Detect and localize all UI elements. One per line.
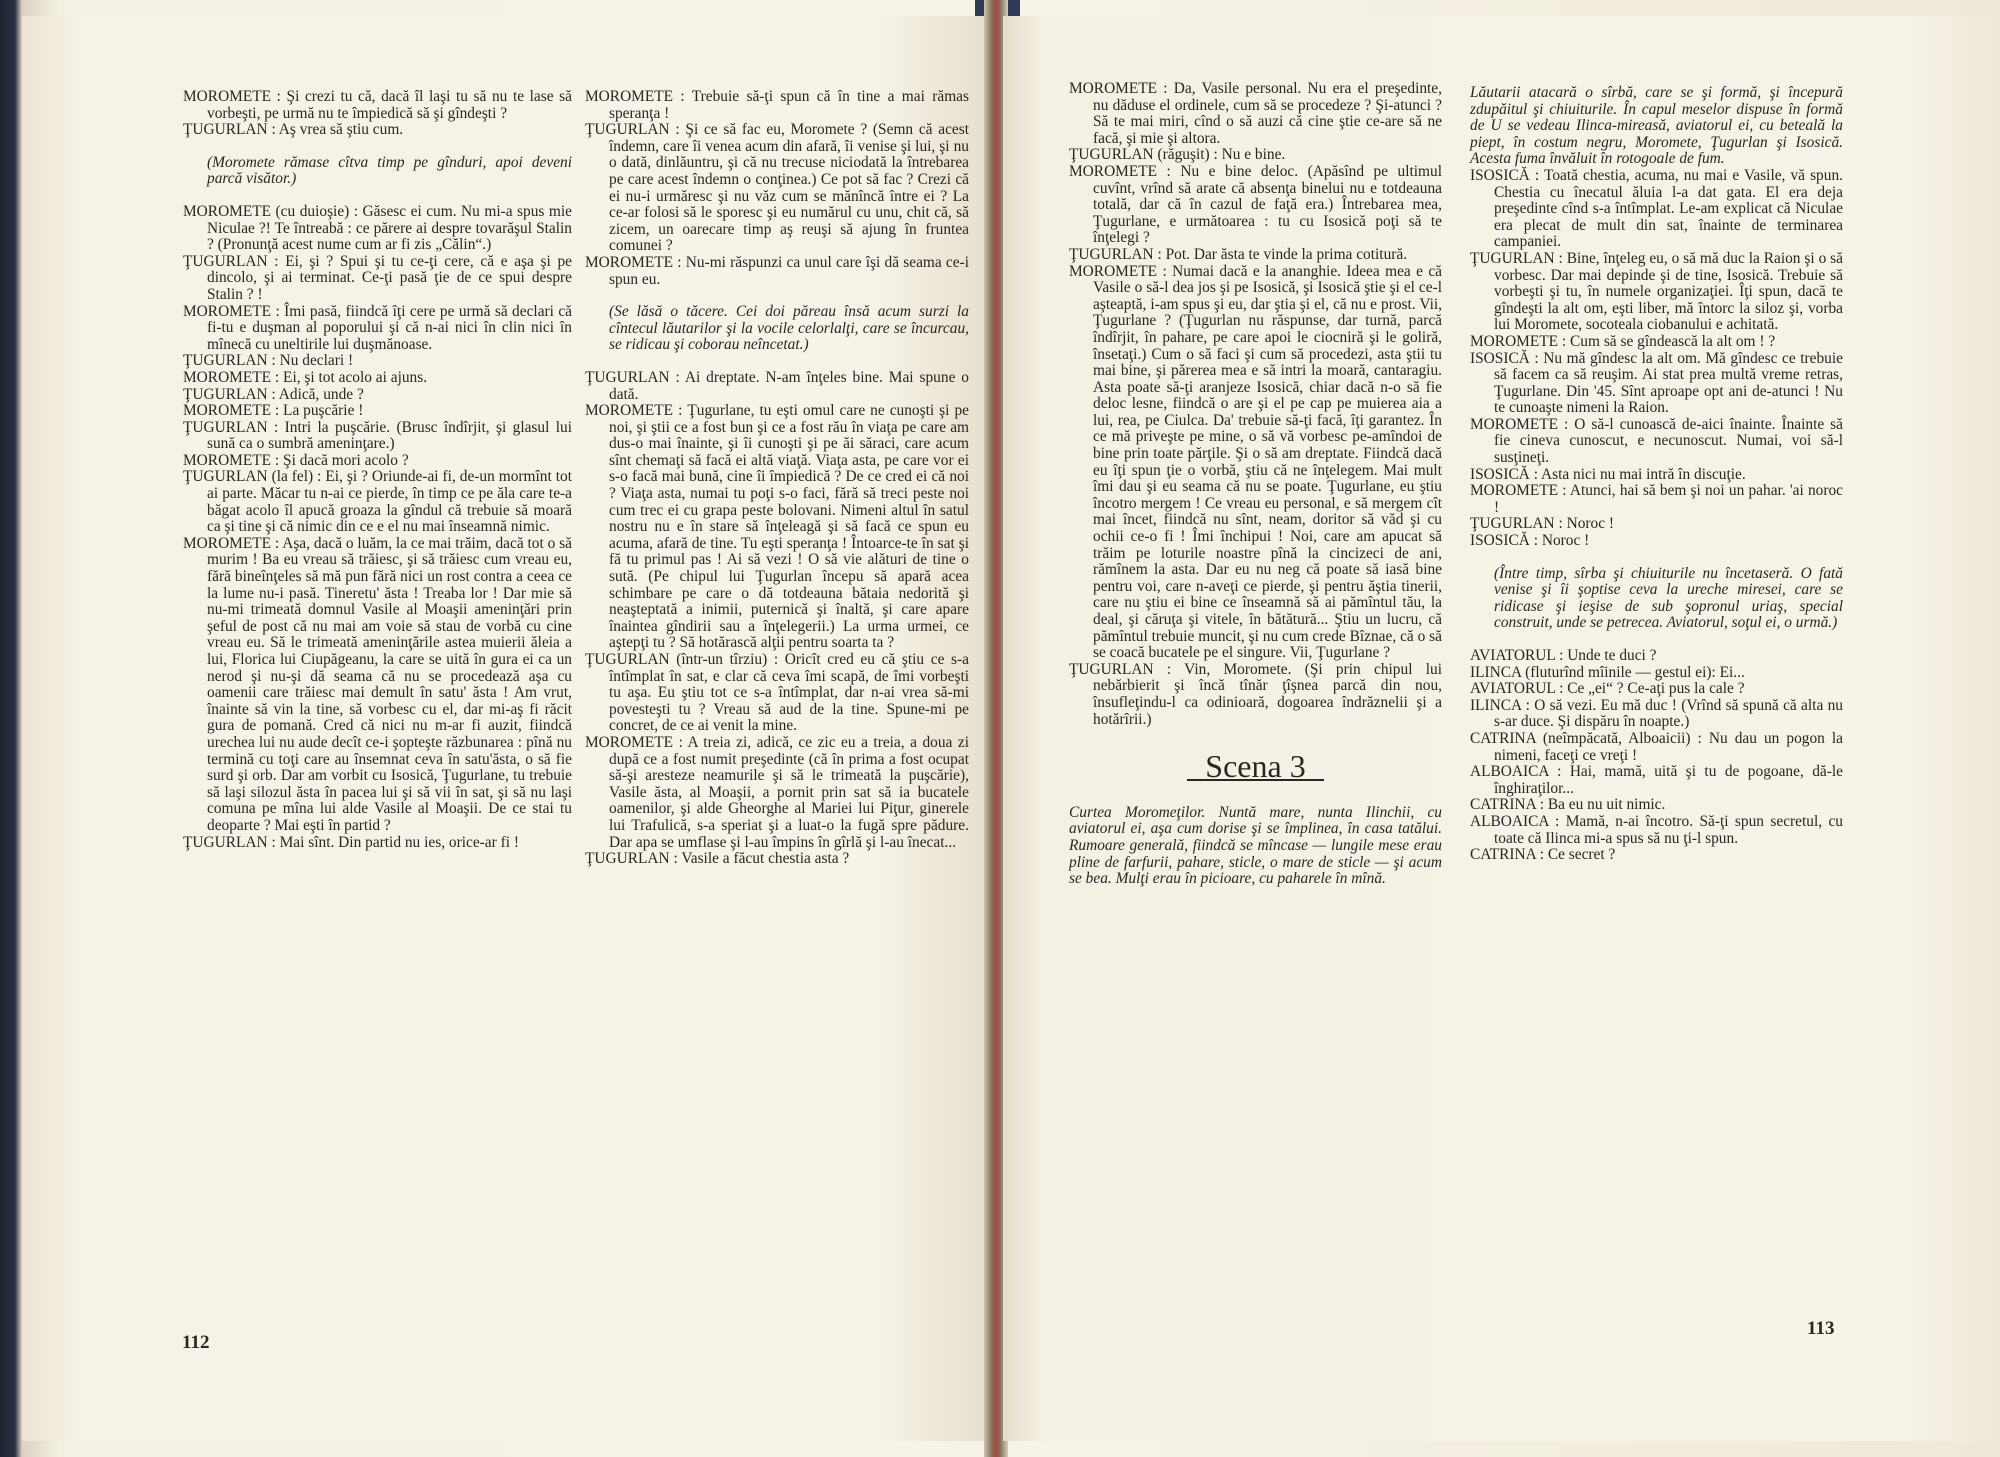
stage-direction: (Moromete rămase cîtva timp pe gînduri, apoi deveni parcă visător.)	[207, 153, 572, 188]
dialogue-line: ŢUGURLAN (răguşit) : Nu e bine.	[1069, 146, 1286, 164]
page-number-right: 113	[1807, 1318, 1835, 1339]
dialogue-line: AVIATORUL : Unde te duci ?	[1470, 647, 1657, 664]
dialogue-line: ŢUGURLAN (într-un tîrziu) : Oricît cred eu că ştiu ce s-a întîmplat în sat, e clar că ceva îmi scapă, de îmi vorbeşti tu aşa. Eu ştiu tot ce s-a întîmplat, dar n-ai vrea să-mi povesteşti tu ? Vreau să aud de la tine. Spune-mi pe concret, de ce ai venit la mine.	[585, 651, 969, 735]
dialogue-line: MOROMETE : Îmi pasă, fiindcă îţi cere pe urmă să declari că fi-tu e duşman al poporului şi că n-ai nici în clin nici în mînecă cu uneltirile lui duşmănoase.	[183, 302, 572, 353]
dialogue-line: ŢUGURLAN : Ai dreptate. N-am înţeles bine. Mai spune o dată.	[585, 368, 969, 403]
dialogue-line: ŢUGURLAN : Vasile a făcut chestia asta ?	[585, 850, 850, 868]
right-column-1	[1069, 81, 1442, 888]
dialogue-line: MOROMETE : La puşcărie !	[183, 402, 364, 420]
dialogue-line: CATRINA : Ce secret ?	[1470, 846, 1616, 864]
dialogue-line: ISOSICĂ : Asta nici nu mai intră în discuţie.	[1470, 465, 1746, 483]
dialogue-line: MOROMETE : Trebuie să-ţi spun că în tine a mai rămas speranţa !	[585, 88, 969, 122]
dialogue-line: MOROMETE : Şi dacă mori acolo ?	[183, 451, 409, 469]
dialogue-line: ŢUGURLAN : Adică, unde ?	[183, 385, 364, 403]
left-page	[22, 16, 989, 1441]
dialogue-line: MOROMETE (cu duioşie) : Găsesc ei cum. Nu mi-a spus mie Niculae ?! Te întreabă : ce părere ai despre tovarăşul Stalin ? (Pronunţă acest nume cum ar fi zis „Călin“.)	[183, 202, 572, 254]
dialogue-line: ILINCA : O să vezi. Eu mă duc ! (Vrînd să spună că alta nu s-ar duce. Şi dispăru în noapte.)	[1470, 696, 1843, 731]
dialogue-line: MOROMETE : Atunci, hai să bem şi noi un pahar. 'ai noroc !	[1470, 482, 1843, 516]
dialogue-line: MOROMETE : Nu-mi răspunzi ca unul care îşi dă seama ce-i spun eu.	[585, 253, 969, 288]
dialogue-line: MOROMETE : Da, Vasile personal. Nu era el preşedinte, nu dăduse el ordinele, cum să se procedeze ? Şi-atunci ? Să te mai miri, cînd o să auzi că cine ştie ce-are să ne facă, şi mie şi altora.	[1069, 80, 1442, 147]
dialogue-line: MOROMETE : Nu e bine deloc. (Apăsînd pe ultimul cuvînt, vrînd să arate că absenţa binelui nu e totdeauna totală, dar că în cazul de faţă era.) Întrebarea mea, Ţugurlane, e următoarea : tu cu Isosică poţi să te înţelegi ?	[1069, 162, 1442, 247]
dialogue-line: ŢUGURLAN : Bine, înţeleg eu, o să mă duc la Raion şi o să vorbesc. Dar mai depinde şi de tine, Isosică. Trebuie să vorbeşti şi tu, în numele organizaţiei. Îţi spun, dacă te gîndeşti la alt om, eşti liber, mă întorc la siloz şi, vorba lui Moromete, socoteala ciobanului e achitată.	[1470, 249, 1843, 334]
dialogue-line: MOROMETE : Aşa, dacă o luăm, la ce mai trăim, dacă tot o să murim ! Ba eu vreau să trăiesc, şi să trăiesc cum vreau eu, fără bineînţeles să mă pun fără nici un rost contra a ceea ce la lume nu-i pasă. Tineretu' ăsta ! Treaba lor ! Dar mie să nu-mi trimeată domnul Vasile al Moaşii ameninţări prin şeful de post că nu mai am voie să stau de vorbă cu cine vreau eu. Să le trimeată ameninţările astea muierii ăleia a lui, Florica lui Ciupăgeanu, la care se uită în gura ei ca un nerod şi nu-şi dă seama că nu se procedează aşa cu oamenii care trăiesc mai demult în satu' ăsta ! Am vrut, înainte să vin la tine, să vorbesc cu el, dar mi-aş fi răcit gura de pomană. Cred că nici nu m-ar fi auzit, fiindcă urechea lui nu aude decît ce-i şopteşte răzbunarea : pînă nu termină cu toţi care au însemnat ceva în satu'ăsta, o să fie surd şi orb. Dar am vorbit cu Isosică, Ţugurlane, tu trebuie să laşi silozul ăsta în pacea lui şi să vii în sat, şi să nu laşi comuna pe mîna lui alde Vasile al Moaşii. De ce stai tu deoparte ? Mai eşti în partid ?	[183, 534, 572, 834]
dialogue-line: ŢUGURLAN (la fel) : Ei, şi ? Oriunde-ai fi, de-un mormînt tot ai parte. Măcar tu n-ai ce pierde, în timp ce pe ăla care te-a băgat acolo îl apucă groaza la gîndul că trebuie să moară ca şi tine şi că nimic din ce e el nu mai înseamnă nimic.	[183, 468, 572, 536]
dialogue-line: ŢUGURLAN : Noroc !	[1470, 515, 1615, 533]
dialogue-line: MOROMETE : O să-l cunoască de-aici înainte. Înainte să fie cineva cunoscut, e necunoscut. Numai, voi să-l susţineţi.	[1470, 415, 1843, 467]
dialogue-line: ISOSICĂ : Noroc !	[1470, 532, 1590, 550]
dialogue-line: MOROMETE : Ei, şi tot acolo ai ajuns.	[183, 368, 428, 386]
left-column-1	[183, 89, 572, 851]
dialogue-line: ISOSICĂ : Nu mă gîndesc la alt om. Mă gîndesc ce trebuie să facem ca să reuşim. Ai stat prea multă vreme retras, Ţugurlane. Din '45. Sînt aproape opt ani de-atunci ! Nu te cunoaşte nimeni la Raion.	[1470, 349, 1843, 417]
dialogue-line: MOROMETE : Numai dacă e la ananghie. Ideea mea e că Vasile o să-l dea jos şi pe Isosică, şi Isosică ştie şi el ce-l aşteaptă, i-am spus şi eu, dar ştia şi el, că nu e prost. Vii, Ţugurlane ? (Ţugurlan nu răspunse, dar turnă, parcă îndîrjit, în pahare, pe care apoi le ciocniră şi le goliră, însetaţi.) Cum o să faci şi cum să procedezi, asta ştii tu mai bine, şi părerea mea e să intri la moară, cantaragiu. Asta poate să-ţi aranjeze Isosică, chiar dacă n-o să fie deloc lesne, fiindcă o are şi el pe cap pe muierea aia a lui, rea, pe Ciulca. Da' trebuie să-ţi facă, îţi garantez. În ce mă priveşte pe mine, o să vă vorbesc pe-amîndoi de bine prin toate părţile. Şi o să am dreptate. Fiindcă dacă eu îţi spun ţie o vorbă, ştiu că ne înţelegem. Mai mult îmi dau şi eu seama că nu se poate. Ţugurlane, eu ştiu încotro mergem ! Ce vreau eu personal, e să mergem cît mai încet, fiindcă nu sînt, neam, doritor să văd şi cu ochii ce-o fi ! Îmi închipui ! Noi, care am apucat să trăim pe loturile noastre pînă la cincizeci de ani, rămînem la asta. Dar eu nu neg că poate să iasă bine pentru voi, care n-aveţi ce pierde, şi pentru ăştia tinerii, care nu ştiu ei bine ce înseamnă să ai pămîntul tău, la deal, şi căruţa şi vitele, în bătătură... Ştiu un lucru, că pămîntul trebuie muncit, şi nu cum crede Bîznae, că o să se coacă bucatele pe el singure. Vii, Ţugurlane ?	[1069, 262, 1442, 662]
dialogue-line: ILINCA (fluturînd mîinile — gestul ei): Ei...	[1470, 663, 1745, 681]
scene-heading-text: Scena 3	[1187, 758, 1323, 781]
right-column-2	[1470, 85, 1843, 864]
scene-heading	[1069, 748, 1442, 785]
stage-direction: (Între timp, sîrba şi chiuiturile nu încetaseră. O fată venise şi îi şoptise ceva la ureche miresei, care se ridicase şi ieşise de sub şopronul uriaş, special construit, unde se petrecea. Aviatorul, soţul ei, o urmă.)	[1494, 564, 1843, 632]
dialogue-line: ŢUGURLAN : Aş vrea să ştiu cum.	[183, 121, 404, 139]
dialogue-line: CATRINA (neîmpăcată, Alboaicii) : Nu dau un pogon la nimeni, faceţi ce vreţi !	[1470, 729, 1843, 764]
dialogue-line: MOROMETE : Şi crezi tu că, dacă îl laşi tu să nu te lase să vorbeşti, pe urmă nu te împiedică să şi gîndeşti ?	[183, 88, 572, 122]
left-column-2	[585, 89, 969, 868]
dialogue-line: CATRINA : Ba eu nu uit nimic.	[1470, 796, 1666, 814]
page-number-left: 112	[182, 1332, 210, 1353]
stage-direction: (Se lăsă o tăcere. Cei doi păreau însă acum surzi la cîntecul lăutarilor şi la vocile celorlalţi, care se încurcau, se ridicau şi coborau neîncetat.)	[609, 303, 969, 354]
dialogue-line: ŢUGURLAN : Vin, Moromete. (Şi prin chipul lui nebărbierit şi încă tînăr ţîşnea parcă din nou, însufleţindu-l ca odinioară, dogoarea îndrăznelii şi a hotărîrii.)	[1069, 660, 1442, 728]
dialogue-line: ŢUGURLAN : Intri la puşcărie. (Brusc îndîrjit, şi glasul lui sună ca o sumbră ameninţare.)	[183, 418, 572, 453]
dialogue-line: ALBOAICA : Hai, mamă, uită şi tu de pogoane, dă-le înghiraţilor...	[1470, 763, 1843, 797]
right-page	[1003, 16, 1993, 1441]
dialogue-line: ALBOAICA : Mamă, n-ai încotro. Să-ţi spun secretul, cu toate că Ilinca mi-a spus să nu ţi-l spun.	[1470, 812, 1843, 847]
dialogue-line: MOROMETE : Ţugurlane, tu eşti omul care ne cunoşti şi pe noi, şi ştii ce a fost bun şi ce a fost rău în viaţa pe care am dus-o mai înainte, şi îi cunoşti şi pe ăi săraci, care acum sînt chemaţi să facă ei altă viaţă. Viaţa asta, pe care vor ei s-o facă mai bună, cine îi împiedică ? De ce cred ei că noi ? Viaţa asta, numai tu poţi s-o faci, fără să treci peste noi cum trec ei cu grapa peste bolovani. Nimeni altul în satul nostru nu e în stare să înţeleagă şi să facă ce spun eu acuma, afară de tine. Tu eşti speranţa ! Întoarce-te în sat şi fă tu primul pas ! Ai să vezi ! O să vie alături de tine o sută. (Pe chipul lui Ţugurlan începu să apară acea schimbare pe care o dă totdeauna bătaia nedorită şi neaşteptată a inimii, puternică şi înaltă, şi care apare înaintea gîndirii sau a înţelegerii.) La urma urmei, ce aştepţi tu ? Să hotărască alţii pentru soarta ta ?	[585, 402, 969, 652]
scene-description: Lăutarii atacară o sîrbă, care se şi formă, şi începură zdupăitul şi chiuiturile. În capul meselor dispuse în formă de U se vedeau Ilinca-mireasă, aviatorul ei, cu beteală la piept, în costum negru, Moromete, Ţugurlan şi Isosică. Acesta fuma învăluit în rotogoale de fum.	[1470, 84, 1843, 168]
dialogue-line: ŢUGURLAN : Ei, şi ? Spui şi tu ce-ţi cere, că e aşa şi pe dincolo, şi ai terminat. Ce-ţi pasă ţie de ce spui despre Stalin ? !	[183, 252, 572, 303]
dialogue-line: ŢUGURLAN : Nu declari !	[183, 352, 354, 370]
scene-description: Curtea Moromeţilor. Nuntă mare, nunta Ilinchii, cu aviatorul ei, aşa cum dorise şi se împlinea, în casa tatălui. Rumoare generală, fiindcă se mîncase — lungile mese erau pline de farfurii, pahare, sticle, o mare de sticle — şi acum se bea. Mulţi erau în picioare, cu paharele în mînă.	[1069, 803, 1442, 888]
dialogue-line: MOROMETE : A treia zi, adică, ce zic eu a treia, a doua zi după ce a fost numit preşedinte (că în prima a fost ocupat să-şi aresteze neamurile şi să le trimeată la puşcărie), Vasile ăsta, al Moaşii, a pornit prin sat să ia bucatele oamenilor, şi alde Gheorghe al Mariei lui Piţur, ginerele lui Trafulică, s-a speriat şi a luat-o la fugă spre pădure. Dar apa se umflase şi l-au împins în gîrlă şi l-au înecat...	[585, 733, 969, 851]
dialogue-line: AVIATORUL : Ce „ei“ ? Ce-aţi pus la cale ?	[1470, 680, 1745, 698]
dialogue-line: ISOSICĂ : Toată chestia, acuma, nu mai e Vasile, vă spun. Chestia cu înecatul ăluia l-a dat gata. El era deja preşedinte cînd s-a întîmplat. Le-am explicat că Niculae era plecat de mult din sat, înainte de terminarea campaniei.	[1470, 166, 1843, 251]
dialogue-line: ŢUGURLAN : Şi ce să fac eu, Moromete ? (Semn că acest îndemn, care îi venea acum din afară, îi venise şi lui, şi nu o dată, dinlăuntru, şi că nu trecuse niciodată la întrebarea pe care acest îndemn o conţinea.) Ce pot să fac ? Crezi că ei nu-i urmăresc şi nu văz cum se mănîncă între ei ? La ce-ar folosi să le sporesc şi eu numărul cu unu, chit că, să zicem, un oarecare timp aş reuşi să ajung în fruntea comunei ?	[585, 121, 969, 255]
dialogue-line: ŢUGURLAN : Mai sînt. Din partid nu ies, orice-ar fi !	[183, 833, 519, 851]
dialogue-line: ŢUGURLAN : Pot. Dar ăsta te vinde la prima cotitură.	[1069, 245, 1408, 263]
dialogue-line: MOROMETE : Cum să se gîndească la alt om ! ?	[1470, 332, 1776, 350]
